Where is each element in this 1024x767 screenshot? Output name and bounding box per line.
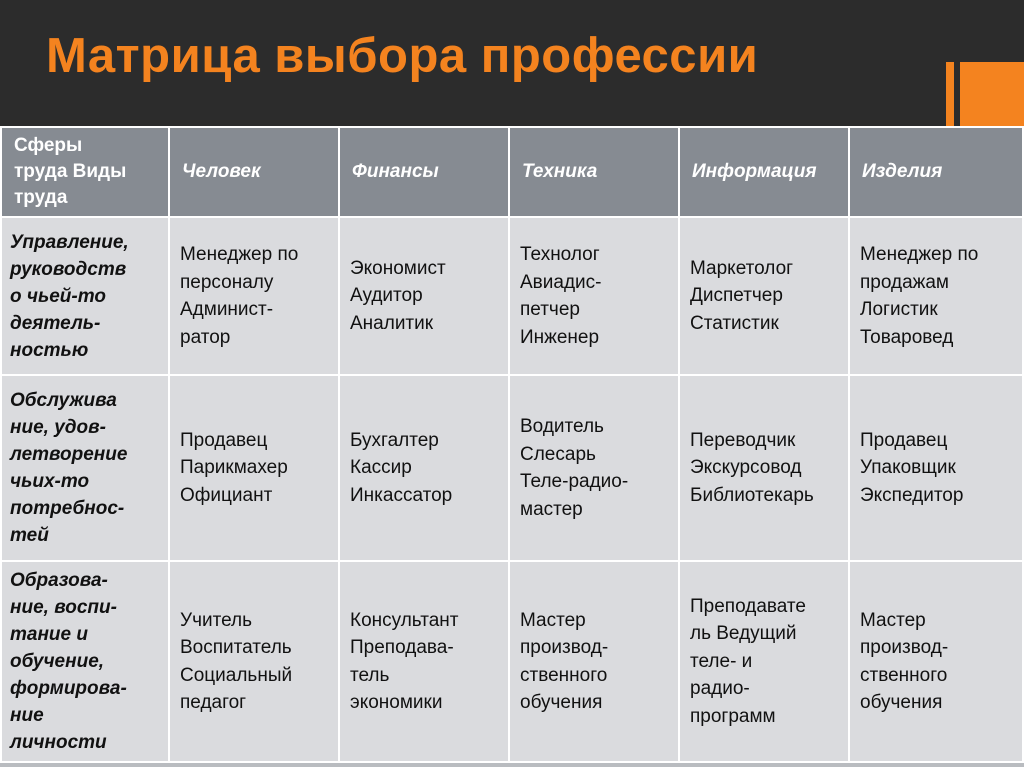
table-cell	[339, 561, 509, 762]
cell-line: ственного	[860, 664, 948, 686]
page-title: Матрица выбора профессии	[46, 29, 759, 83]
cell-line: ратор	[180, 326, 231, 348]
cell-line: Мастер	[860, 609, 926, 631]
table-cell	[509, 375, 679, 561]
table-cell	[169, 375, 339, 561]
row-header-text	[10, 567, 158, 756]
cell-line: Кассир	[350, 457, 412, 479]
column-header-products: Изделия	[849, 127, 1023, 217]
cell-line: Сферы	[14, 135, 83, 156]
cell-line: потребнос-	[10, 498, 125, 519]
table-cell	[679, 561, 849, 762]
row-header-education	[1, 561, 169, 762]
table-row-service	[1, 375, 1023, 561]
cell-line: экономики	[350, 692, 443, 713]
cell-line: теле- и	[690, 650, 753, 672]
cell-line: Диспетчер	[690, 285, 783, 307]
cell-line: обучение,	[10, 651, 105, 672]
table-row-management	[1, 217, 1023, 375]
cell-line: Технолог	[520, 244, 600, 265]
profession-matrix-table	[0, 126, 1024, 763]
cell-line: Управление,	[10, 231, 129, 253]
table-header	[1, 127, 1023, 217]
cell-line: производ-	[520, 637, 609, 658]
column-header-information: Информация	[679, 127, 849, 217]
cell-line: Инкассатор	[350, 484, 453, 506]
cell-line: обучения	[860, 692, 943, 713]
title-bar	[0, 0, 1024, 126]
orange-accent-decoration	[946, 62, 1024, 126]
cell-line: Социальный	[180, 664, 293, 686]
cell-text	[350, 255, 498, 338]
cell-line: Упаковщик	[860, 457, 956, 479]
cell-line: Товаровед	[860, 326, 954, 348]
cell-line: радио-	[690, 678, 750, 700]
table-body	[1, 217, 1023, 762]
cell-line: тей	[10, 525, 49, 546]
cell-line: ль Ведущий	[690, 623, 797, 645]
cell-line: ностью	[10, 339, 89, 361]
cell-line: летворение	[10, 444, 128, 465]
cell-text	[860, 607, 1012, 717]
corner-header-cell	[1, 127, 169, 217]
accent-bar-thin	[946, 62, 954, 126]
cell-line: Библиотекарь	[690, 484, 814, 506]
cell-line: о чьей-то	[10, 285, 106, 307]
cell-text	[180, 607, 328, 717]
table-cell	[849, 375, 1023, 561]
cell-line: Воспитатель	[180, 637, 292, 658]
cell-line: чьих-то	[10, 471, 90, 492]
table-row-education	[1, 561, 1023, 762]
row-header-management	[1, 217, 169, 375]
cell-line: Аудитор	[350, 285, 423, 307]
cell-line: Слесарь	[520, 443, 596, 465]
cell-text	[690, 427, 838, 510]
cell-line: формирова-	[10, 678, 127, 699]
cell-line: труда	[14, 187, 68, 208]
cell-line: Авиадис-	[520, 271, 602, 293]
cell-line: тель	[350, 664, 390, 686]
cell-text	[690, 255, 838, 338]
cell-line: Инженер	[520, 326, 600, 348]
row-header-service	[1, 375, 169, 561]
cell-line: ние, воспи-	[10, 597, 117, 618]
cell-line: Менеджер по	[860, 244, 979, 265]
cell-line: личности	[10, 732, 107, 753]
cell-line: производ-	[860, 637, 949, 658]
cell-text	[180, 241, 328, 351]
cell-line: Продавец	[180, 429, 268, 451]
cell-text	[690, 593, 838, 731]
cell-line: Бухгалтер	[350, 429, 439, 451]
cell-line: ние	[10, 705, 44, 726]
cell-line: Логистик	[860, 299, 938, 320]
column-header-person: Человек	[169, 127, 339, 217]
table-cell	[339, 375, 509, 561]
cell-line: обучения	[520, 692, 603, 713]
cell-line: Маркетолог	[690, 257, 794, 279]
cell-line: Экскурсовод	[690, 457, 802, 479]
cell-text	[350, 607, 498, 717]
cell-line: Консультант	[350, 609, 459, 631]
cell-line: Продавец	[860, 429, 948, 451]
cell-line: деятель-	[10, 312, 101, 334]
cell-line: ственного	[520, 664, 608, 686]
cell-text	[520, 241, 668, 351]
row-header-text	[10, 387, 158, 549]
cell-line: руководств	[10, 258, 127, 280]
cell-line: Мастер	[520, 609, 586, 631]
table-cell	[679, 375, 849, 561]
cell-line: продажам	[860, 271, 949, 293]
column-header-technology: Техника	[509, 127, 679, 217]
table-cell	[509, 217, 679, 375]
cell-line: Статистик	[690, 312, 779, 334]
column-header-finance: Финансы	[339, 127, 509, 217]
table-cell	[509, 561, 679, 762]
accent-bar-block	[960, 62, 1024, 126]
cell-text	[860, 427, 1012, 510]
cell-text	[520, 413, 668, 523]
cell-line: Официант	[180, 484, 273, 506]
corner-header-text	[14, 133, 158, 211]
cell-text	[350, 427, 498, 510]
cell-line: Преподавате	[690, 595, 806, 617]
cell-line: Парикмахер	[180, 457, 288, 479]
cell-line: Обслужива	[10, 390, 117, 411]
cell-line: педагог	[180, 692, 247, 713]
cell-line: ние, удов-	[10, 417, 106, 438]
table-cell	[169, 561, 339, 762]
table-cell	[849, 561, 1023, 762]
cell-line: труда Виды	[14, 161, 127, 182]
table-cell	[339, 217, 509, 375]
cell-line: Админист-	[180, 299, 274, 320]
cell-text	[180, 427, 328, 510]
cell-line: персоналу	[180, 271, 274, 293]
cell-line: тание и	[10, 624, 88, 645]
cell-line: Аналитик	[350, 312, 434, 334]
cell-line: Менеджер по	[180, 244, 299, 265]
cell-text	[520, 607, 668, 717]
table-cell	[849, 217, 1023, 375]
cell-line: Образова-	[10, 570, 108, 591]
table-cell	[169, 217, 339, 375]
cell-line: Переводчик	[690, 429, 796, 451]
cell-line: программ	[690, 705, 776, 727]
cell-line: Учитель	[180, 609, 252, 631]
cell-line: Преподава-	[350, 637, 454, 658]
cell-line: Экономист	[350, 257, 446, 279]
cell-line: Теле-радио-	[520, 471, 629, 492]
table-cell	[679, 217, 849, 375]
cell-line: петчер	[520, 299, 580, 320]
cell-line: Водитель	[520, 416, 604, 437]
header-row	[1, 127, 1023, 217]
cell-text	[860, 241, 1012, 351]
cell-line: мастер	[520, 498, 583, 520]
cell-line: Экспедитор	[860, 484, 964, 506]
row-header-text	[10, 229, 158, 364]
